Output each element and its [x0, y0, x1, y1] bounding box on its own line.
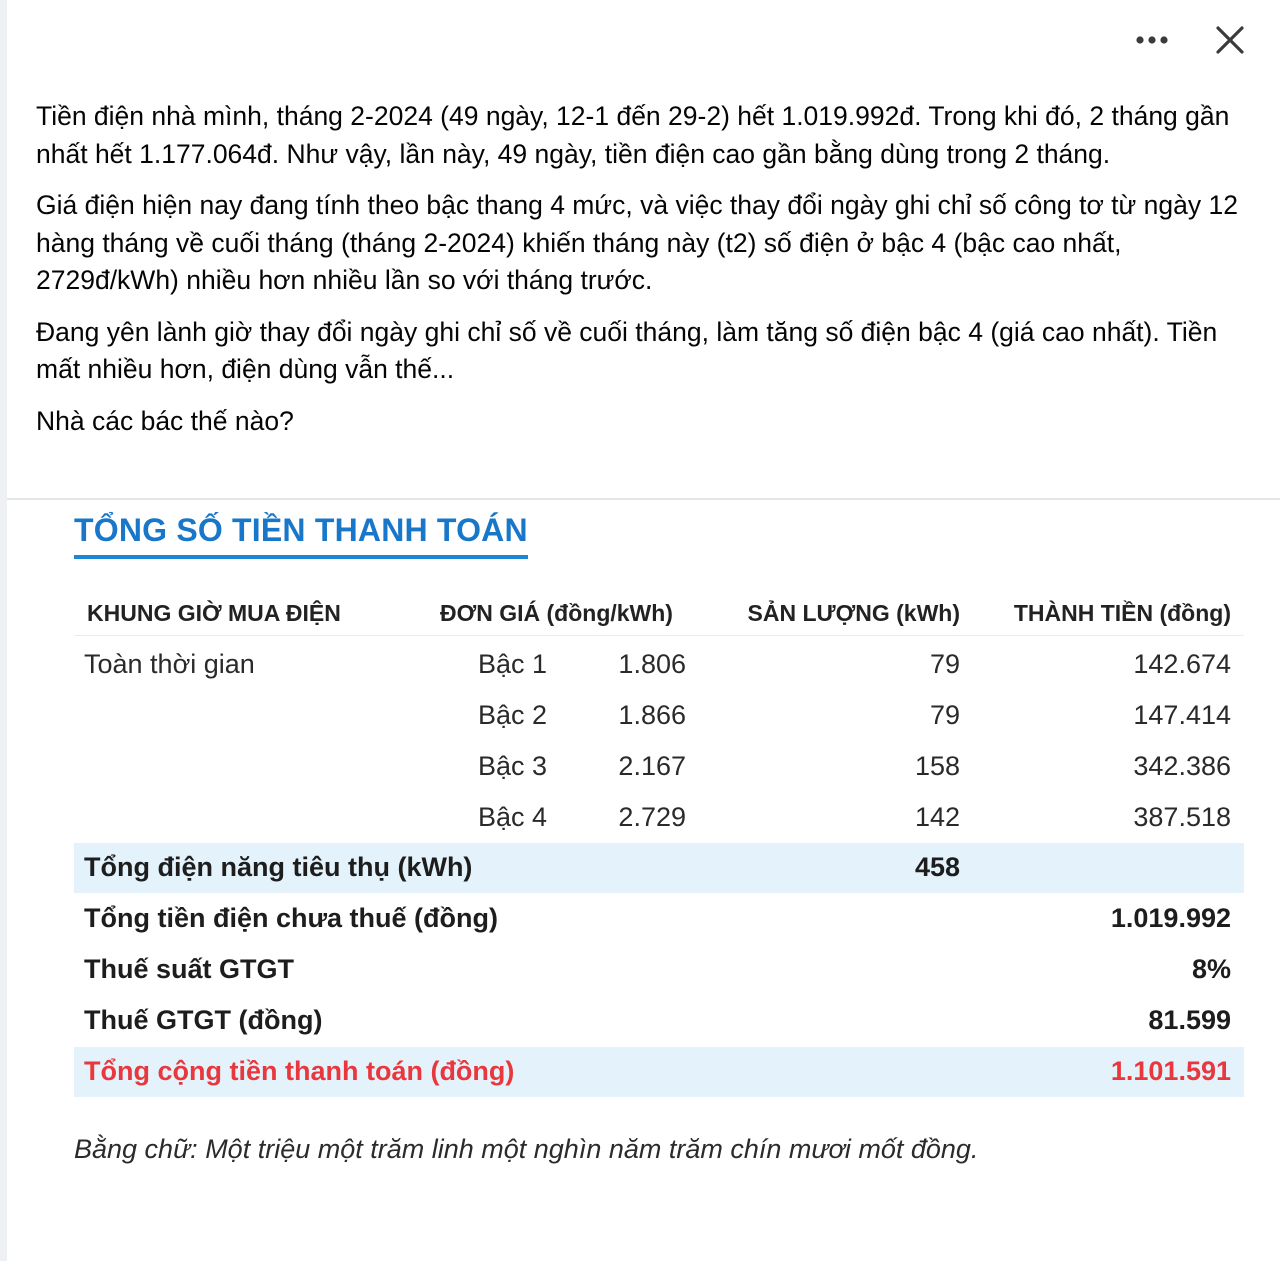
tier-qty: 79	[929, 649, 960, 679]
total-kwh-label: Tổng điện năng tiêu thụ (kWh)	[84, 852, 473, 882]
tier-qty: 158	[914, 751, 960, 781]
vat-rate-value: 8%	[1191, 954, 1231, 984]
post-text	[36, 98, 1256, 454]
left-edge-border	[0, 0, 7, 1261]
tier-name: Bậc 1	[478, 649, 548, 679]
vat-rate-label: Thuế suất GTGT	[84, 954, 295, 984]
tier-name: Bậc 3	[478, 751, 548, 781]
vat-label: Thuế GTGT (đồng)	[84, 1005, 323, 1035]
table-row	[74, 793, 1244, 843]
more-horizontal-icon[interactable]	[1130, 18, 1174, 62]
table-row	[74, 640, 1244, 690]
tier-price: 2.729	[618, 802, 686, 832]
bill-image	[74, 512, 1244, 1086]
tier-name: Bậc 4	[478, 802, 548, 832]
grand-total-row	[74, 1047, 1244, 1097]
subtotal-row	[74, 894, 1244, 944]
post-paragraph: Tiền điện nhà mình, tháng 2-2024 (49 ngày, 12-1 đến 29-2) hết 1.019.992đ. Trong khi đó, 2 tháng gần nhất hết 1.177.064đ. Như vậy, lần này, 49 ngày, tiền điện cao gần bằng dùng trong 2 tháng.	[36, 101, 1230, 169]
header-price: ĐƠN GIÁ (đồng/kWh)	[440, 600, 673, 626]
bill-table-header	[74, 600, 1244, 636]
total-kwh-row	[74, 843, 1244, 893]
tier-name: Bậc 2	[478, 700, 548, 730]
post-paragraph: Giá điện hiện nay đang tính theo bậc thang 4 mức, và việc thay đổi ngày ghi chỉ số công tơ từ ngày 12 hàng tháng về cuối tháng (tháng 2-2024) khiến tháng này (t2) số điện ở bậc 4 (bậc cao nhất, 2729đ/kWh) nhiều hơn nhiều lần so với tháng trước.	[36, 190, 1238, 295]
tier-qty: 79	[929, 700, 960, 730]
tier-qty: 142	[914, 802, 960, 832]
total-kwh-value: 458	[914, 852, 960, 882]
tier-amount: 142.674	[1133, 649, 1231, 679]
amount-in-words: Bằng chữ: Một triệu một trăm linh một nghìn năm trăm chín mươi mốt đồng.	[74, 1134, 979, 1164]
table-row	[74, 691, 1244, 741]
tier-amount: 147.414	[1133, 700, 1231, 730]
header-time: KHUNG GIỜ MUA ĐIỆN	[87, 600, 341, 626]
grand-total-label: Tổng cộng tiền thanh toán (đồng)	[84, 1056, 515, 1086]
vat-value: 81.599	[1148, 1005, 1231, 1035]
tier-amount: 387.518	[1133, 802, 1231, 832]
header-qty: SẢN LƯỢNG (kWh)	[747, 600, 960, 626]
divider	[7, 498, 1280, 500]
tier-price: 1.806	[618, 649, 686, 679]
header-amount: THÀNH TIỀN (đồng)	[1013, 600, 1231, 626]
bill-title: TỔNG SỐ TIỀN THANH TOÁN	[74, 512, 528, 559]
time-slot: Toàn thời gian	[84, 649, 255, 679]
tier-amount: 342.386	[1133, 751, 1231, 781]
close-icon[interactable]	[1208, 18, 1252, 62]
tier-price: 2.167	[618, 751, 686, 781]
grand-total-value: 1.101.591	[1110, 1056, 1231, 1086]
top-actions	[1130, 18, 1252, 62]
subtotal-label: Tổng tiền điện chưa thuế (đồng)	[84, 903, 499, 933]
vat-row	[74, 996, 1244, 1046]
post-paragraph: Nhà các bác thế nào?	[36, 405, 294, 436]
post-paragraph: Đang yên lành giờ thay đổi ngày ghi chỉ số về cuối tháng, làm tăng số điện bậc 4 (giá cao nhất). Tiền mất nhiều hơn, điện dùng vẫn thế...	[36, 316, 1218, 384]
vat-rate-row	[74, 945, 1244, 995]
tier-price: 1.866	[618, 700, 686, 730]
table-row	[74, 742, 1244, 792]
subtotal-value: 1.019.992	[1110, 903, 1231, 933]
